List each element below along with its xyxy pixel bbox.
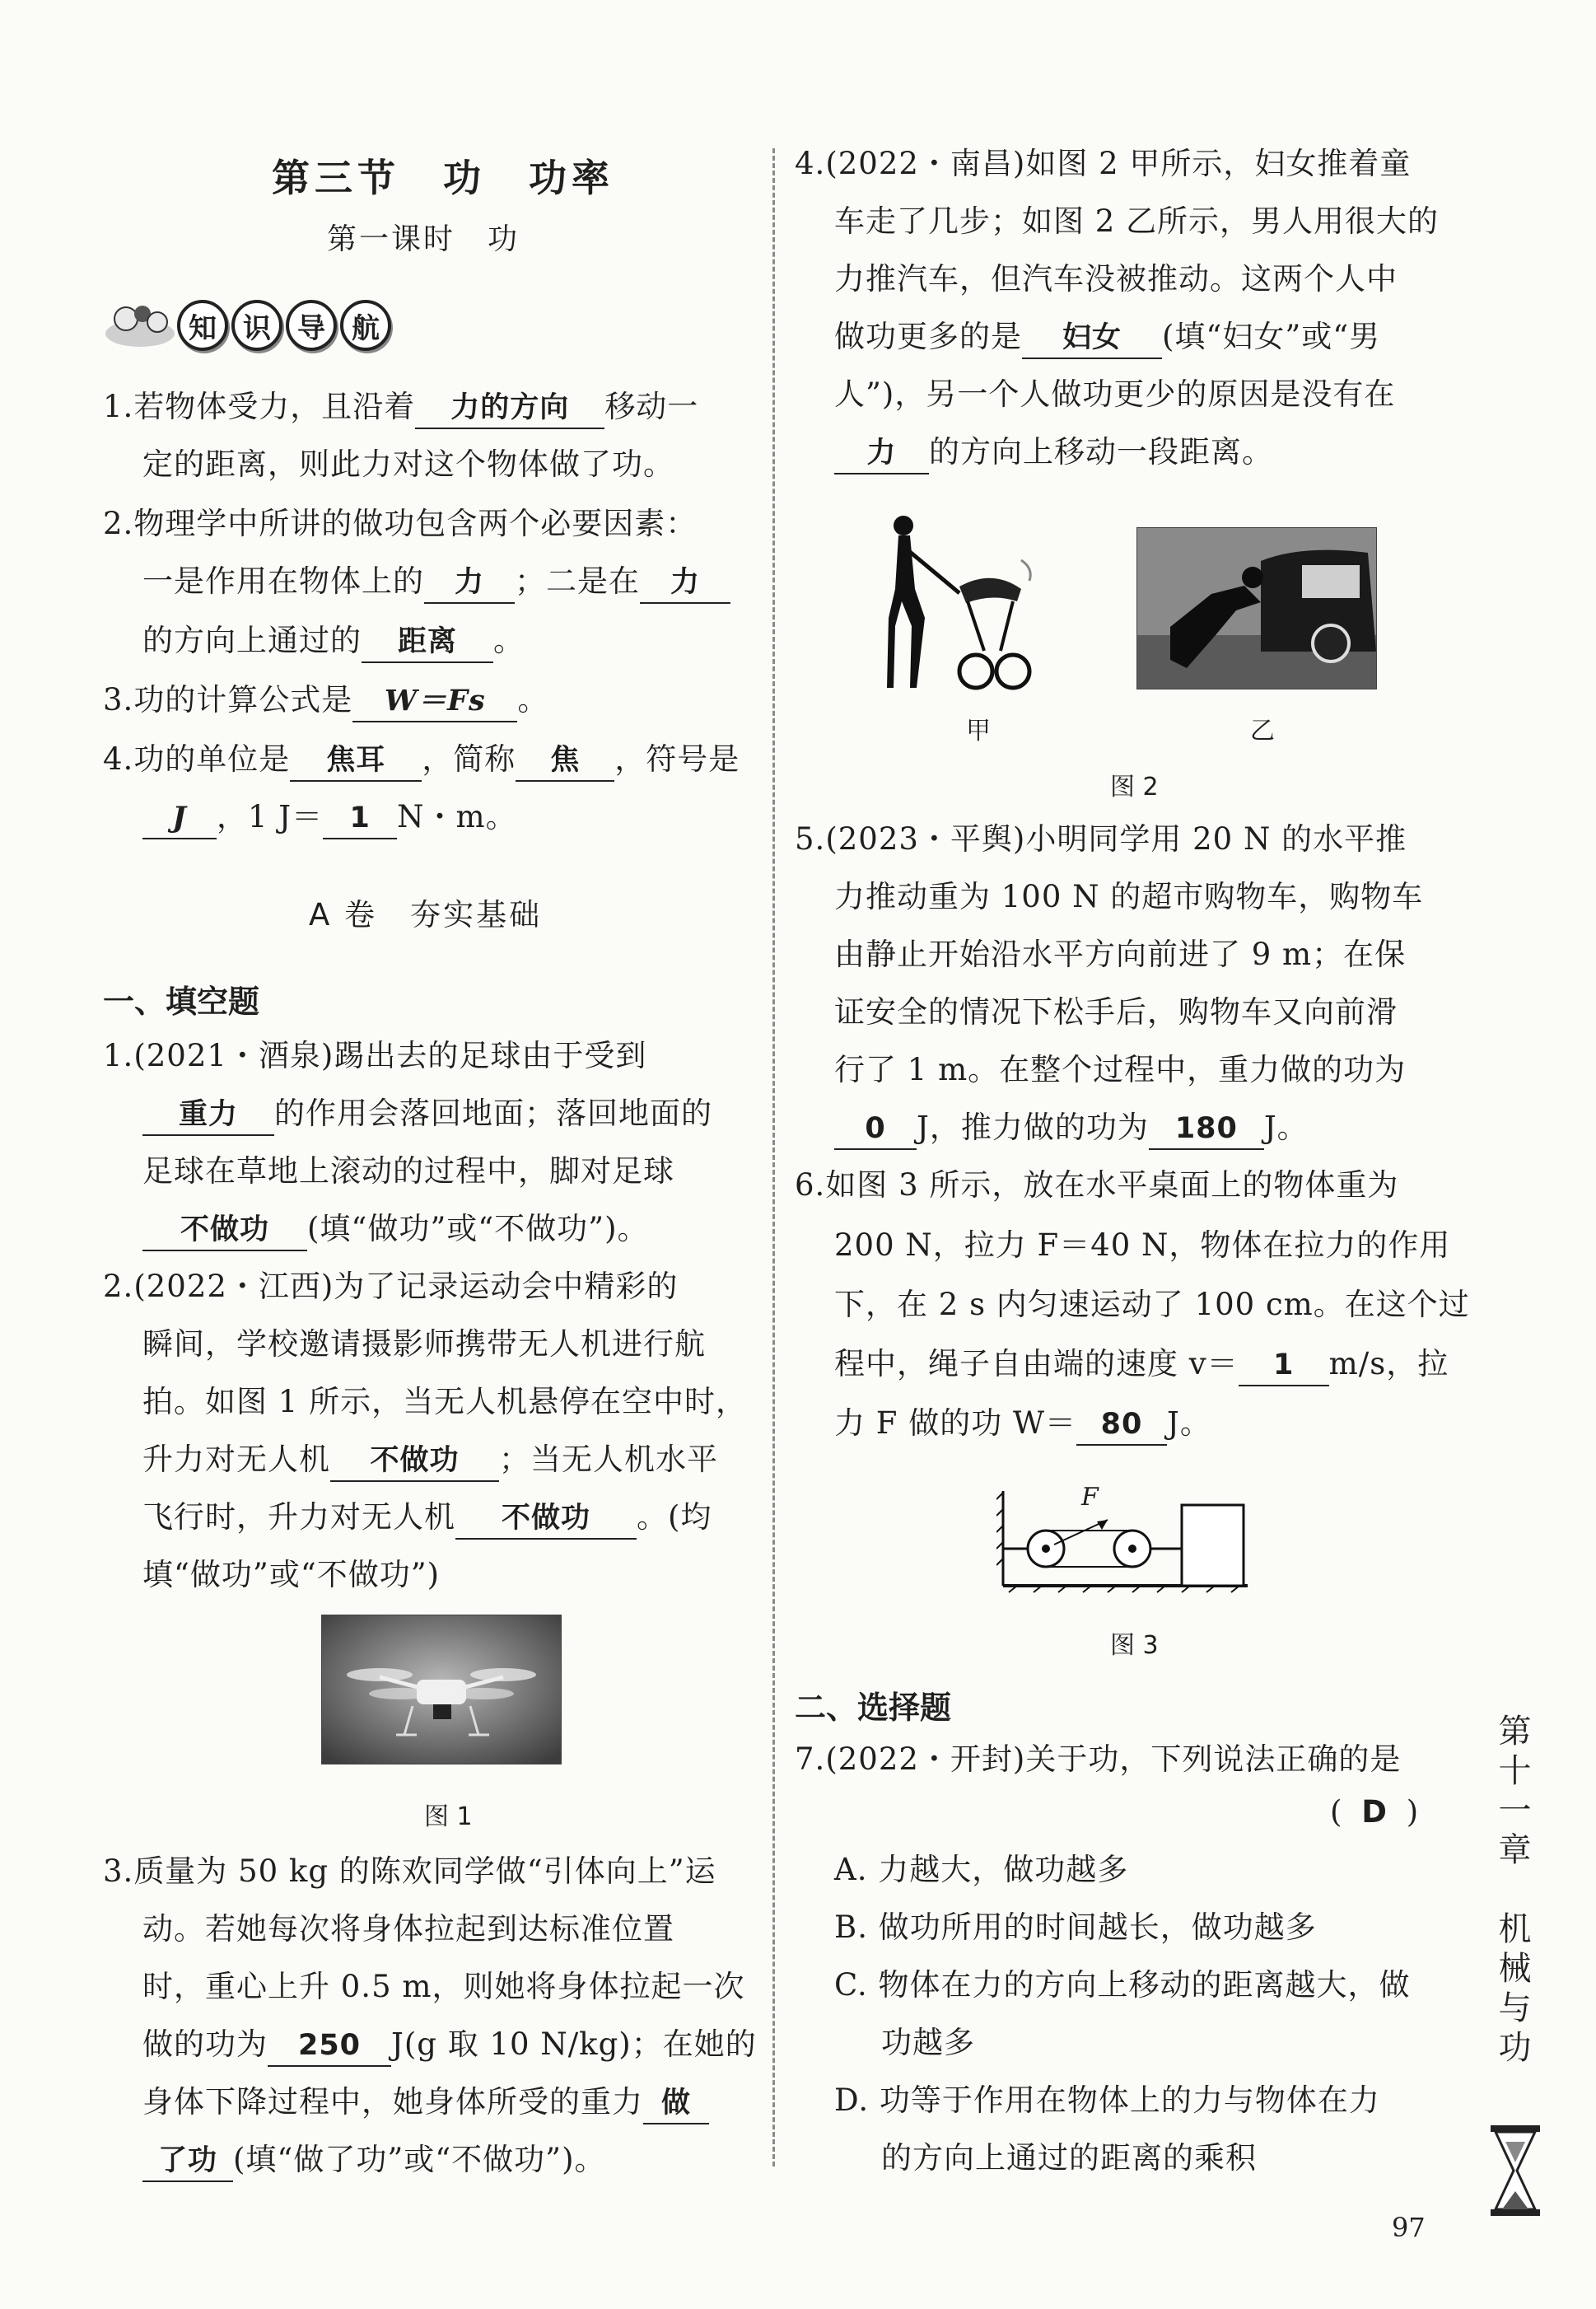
nav-char-2: 识 (231, 300, 282, 351)
answer-blank: W＝Fs (352, 681, 517, 722)
knowledge-nav-badge (103, 297, 391, 354)
answer-blank: 做 (643, 2083, 709, 2124)
figure-2a-label: 甲 (966, 717, 991, 746)
answer-blank: 力的方向 (415, 388, 604, 429)
answer-blank: 80 (1076, 1405, 1167, 1446)
part-a-q2-line5: 飞行时，升力对无人机 不做功 。(均 (142, 1498, 712, 1540)
hourglass-icon (1491, 2125, 1540, 2224)
answer-blank: 妇女 (1022, 318, 1162, 359)
answer-blank: 焦耳 (290, 741, 422, 782)
chapter-name: 机械与功 (1493, 1911, 1531, 2069)
chapter-side-tab (1474, 1713, 1556, 2241)
figure-2b-label: 乙 (1250, 717, 1275, 746)
knowledge-q2-line3: 的方向上通过的 距离 。 (142, 621, 525, 663)
right-q5-line6: 0 J，推力做的功为 180 J。 (834, 1108, 1309, 1150)
q7-option-d: D. 功等于作用在物体上的力与物体在力 (834, 2082, 1380, 2118)
section-title: 第三节 功 功率 (272, 156, 614, 200)
figure-2-caption: 图 2 (1110, 773, 1159, 802)
right-q5-line4: 证安全的情况下松手后，购物车又向前滑 (834, 994, 1398, 1030)
mascot-icon (103, 301, 177, 350)
chapter-label: 第十一章 (1493, 1713, 1531, 1872)
part-a-q2-line4: 升力对无人机 不做功 ；当无人机水平 (142, 1440, 718, 1482)
man-pushing-car-icon (1137, 528, 1376, 689)
answer-blank: 不做功 (330, 1441, 499, 1482)
q7-option-c-cont: 功越多 (881, 2025, 975, 2060)
answer-blank: 250 (268, 2026, 391, 2067)
knowledge-q2-line2: 一是作用在物体上的 力 ；二是在 力 (142, 562, 730, 604)
right-q5-line1: 5.(2023・平舆)小明同学用 20 N 的水平推 (795, 821, 1407, 857)
answer-blank: 重力 (142, 1095, 274, 1136)
part-a-q1-line4: 不做功 (填“做功”或“不做功”)。 (142, 1209, 649, 1251)
answer-blank: 180 (1149, 1109, 1264, 1150)
part-a-q2-line2: 瞬间，学校邀请摄影师携带无人机进行航 (142, 1326, 706, 1362)
right-q4-line1: 4.(2022・南昌)如图 2 甲所示，妇女推着童 (795, 146, 1412, 181)
answer-blank: 力 (834, 433, 929, 474)
lesson-title: 第一课时 功 (327, 222, 520, 256)
answer-blank: 力 (424, 563, 515, 604)
figure-2b-man-pushing-car (1136, 527, 1377, 689)
answer-blank: 1 (1239, 1345, 1329, 1386)
part-a-q1-line2: 重力 的作用会落回地面；落回地面的 (142, 1094, 712, 1136)
part-a-q3-line2: 动。若她每次将身体拉起到达标准位置 (142, 1911, 674, 1947)
figure-1-caption: 图 1 (424, 1802, 473, 1831)
q7-option-c: C. 物体在力的方向上移动的距离越大，做 (834, 1967, 1411, 2003)
right-q4-line5: 人”)，另一个人做功更少的原因是没有在 (834, 376, 1396, 412)
fill-in-title: 一、填空题 (103, 984, 260, 1020)
answer-blank: 焦 (516, 741, 614, 782)
knowledge-q3-line1: 3.功的计算公式是 W＝Fs 。 (103, 680, 548, 722)
part-a-q2-line3: 拍。如图 1 所示，当无人机悬停在空中时， (142, 1384, 748, 1419)
answer-blank: 了功 (142, 2141, 233, 2182)
right-q6-line5: 力 F 做的功 W＝ 80 J。 (834, 1404, 1211, 1446)
right-q4-line2: 车走了几步；如图 2 乙所示，男人用很大的 (834, 203, 1440, 239)
right-q4-line3: 力推汽车，但汽车没被推动。这两个人中 (834, 261, 1398, 297)
right-q5-line3: 由静止开始沿水平方向前进了 9 m；在保 (834, 937, 1407, 972)
answer-blank: 不做功 (142, 1210, 307, 1251)
q7-option-d-cont: 的方向上通过的距离的乘积 (881, 2140, 1257, 2176)
part-a-q3-line5: 身体下降过程中，她身体所受的重力 做 (142, 2082, 709, 2124)
part-a-title: A 卷 夯实基础 (309, 897, 543, 932)
answer-blank: 1 (323, 798, 397, 839)
part-a-q2-line1: 2.(2022・江西)为了记录运动会中精彩的 (103, 1269, 679, 1304)
right-q7-line1: 7.(2022・开封)关于功，下列说法正确的是 (795, 1741, 1402, 1777)
knowledge-q1-line1: 1.若物体受力，且沿着 力的方向 移动一 (103, 387, 698, 429)
figure-3-caption: 图 3 (1110, 1631, 1159, 1660)
right-q4-line4: 做功更多的是 妇女 (填“妇女”或“男 (834, 317, 1380, 359)
right-q5-line2: 力推动重为 100 N 的超市购物车，购物车 (834, 879, 1424, 914)
part-a-q3-line1: 3.质量为 50 kg 的陈欢同学做“引体向上”运 (103, 1853, 716, 1889)
right-q6-line2: 200 N，拉力 F＝40 N，物体在拉力的作用 (834, 1227, 1451, 1263)
answer-blank: 不做功 (455, 1498, 637, 1540)
figure-3-pulley-diagram (996, 1487, 1252, 1594)
answer-blank: 距离 (362, 622, 493, 663)
q7-option-a: A. 力越大，做功越多 (834, 1852, 1129, 1887)
knowledge-q2-line1: 2.物理学中所讲的做功包含两个必要因素： (103, 506, 698, 541)
column-divider (772, 148, 775, 2166)
woman-stroller-icon (877, 511, 1042, 700)
part-a-q3-line6: 了功 (填“做了功”或“不做功”)。 (142, 2140, 606, 2182)
knowledge-q4-line1: 4.功的单位是 焦耳 ，简称 焦 ，符号是 (103, 740, 740, 782)
right-q4-line6: 力 的方向上移动一段距离。 (834, 432, 1273, 474)
figure-1-drone-photo (321, 1615, 562, 1764)
figure-2a-woman-stroller (877, 511, 1042, 700)
q7-option-b: B. 做功所用的时间越长，做功越多 (834, 1909, 1317, 1945)
nav-char-4: 航 (340, 300, 391, 351)
right-q6-line3: 下，在 2 s 内匀速运动了 100 cm。在这个过 (834, 1287, 1470, 1322)
knowledge-q1-line2: 定的距离，则此力对这个物体做了功。 (142, 446, 674, 482)
right-q6-line1: 6.如图 3 所示，放在水平桌面上的物体重为 (795, 1167, 1399, 1203)
nav-char-1: 知 (177, 300, 228, 351)
part-a-q3-line4: 做的功为 250 J(g 取 10 N/kg)；在她的 (142, 2025, 757, 2067)
right-q6-line4: 程中，绳子自由端的速度 v＝ 1 m/s，拉 (834, 1344, 1449, 1386)
choice-title: 二、选择题 (795, 1690, 952, 1726)
part-a-q2-line6: 填“做功”或“不做功”) (142, 1557, 441, 1592)
figure-3-force-label: F (1081, 1483, 1099, 1512)
part-a-q3-line3: 时，重心上升 0.5 m，则她将身体拉起一次 (142, 1969, 745, 2004)
part-a-q1-line1: 1.(2021・酒泉)踢出去的足球由于受到 (103, 1038, 647, 1073)
right-q7-answer: ( D ) (1330, 1794, 1419, 1830)
knowledge-q4-line2: J ，1 J＝ 1 N・m。 (142, 797, 517, 839)
page-number: 97 (1392, 2212, 1426, 2243)
nav-char-3: 导 (286, 300, 337, 351)
part-a-q1-line3: 足球在草地上滚动的过程中，脚对足球 (142, 1153, 674, 1189)
answer-blank: 0 (834, 1109, 917, 1150)
answer-blank: 力 (640, 563, 730, 604)
answer-blank: J (142, 798, 217, 839)
drone-icon (322, 1615, 561, 1764)
right-q5-line5: 行了 1 m。在整个过程中，重力做的功为 (834, 1052, 1407, 1087)
